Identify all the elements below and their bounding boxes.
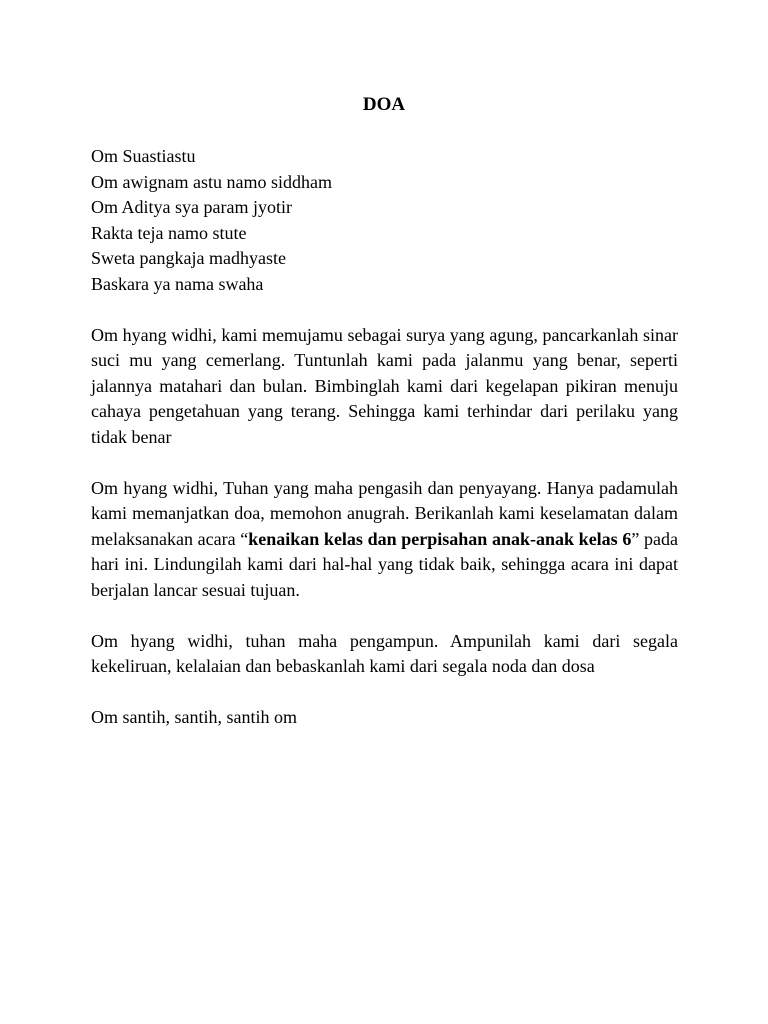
verse-line: Om Suastiastu: [91, 146, 196, 166]
paragraph-2-text-before: Om hyang widhi, Tuhan yang maha pengasih dan penyayang. Hanya padamulah kami memanjatkan doa, memohon anugrah. Berikanlah kami keselamatan dalam melaksanakan acara “: [91, 477, 678, 549]
opening-verse: [91, 144, 678, 297]
verse-line: Baskara ya nama swaha: [91, 273, 264, 294]
verse-line: Om Aditya sya param jyotir: [91, 197, 292, 217]
verse-line: Rakta teja namo stute: [91, 222, 247, 243]
document-title: DOA: [362, 94, 406, 115]
document-body: [91, 144, 678, 731]
paragraph-2-text-after: ” pada hari ini. Lindungilah kami dari hal-hal yang tidak baik, sehingga acara ini dapat berjalan lancar sesuai tujuan.: [91, 528, 678, 600]
verse-line: Om awignam astu namo siddham: [91, 171, 332, 192]
prayer-paragraph-1: Om hyang widhi, kami memujamu sebagai surya yang agung, pancarkanlah sinar suci mu yang cemerlang. Tuntunlah kami pada jalanmu yang benar, seperti jalannya matahari dan bulan. Bimbinglah kami dari kegelapan pikiran menuju cahaya pengetahuan yang terang. Sehingga kami terhindar dari perilaku yang tidak benar: [91, 324, 678, 447]
closing-line: Om santih, santih, santih om: [91, 707, 297, 727]
prayer-paragraph-2: [91, 476, 678, 604]
verse-line: Sweta pangkaja madhyaste: [91, 248, 286, 268]
event-name-bold: kenaikan kelas dan perpisahan anak-anak kelas 6: [248, 528, 632, 549]
prayer-paragraph-3: Om hyang widhi, tuhan maha pengampun. Ampunilah kami dari segala kekeliruan, kelalaian dan bebaskanlah kami dari segala noda dan dosa: [91, 630, 678, 676]
